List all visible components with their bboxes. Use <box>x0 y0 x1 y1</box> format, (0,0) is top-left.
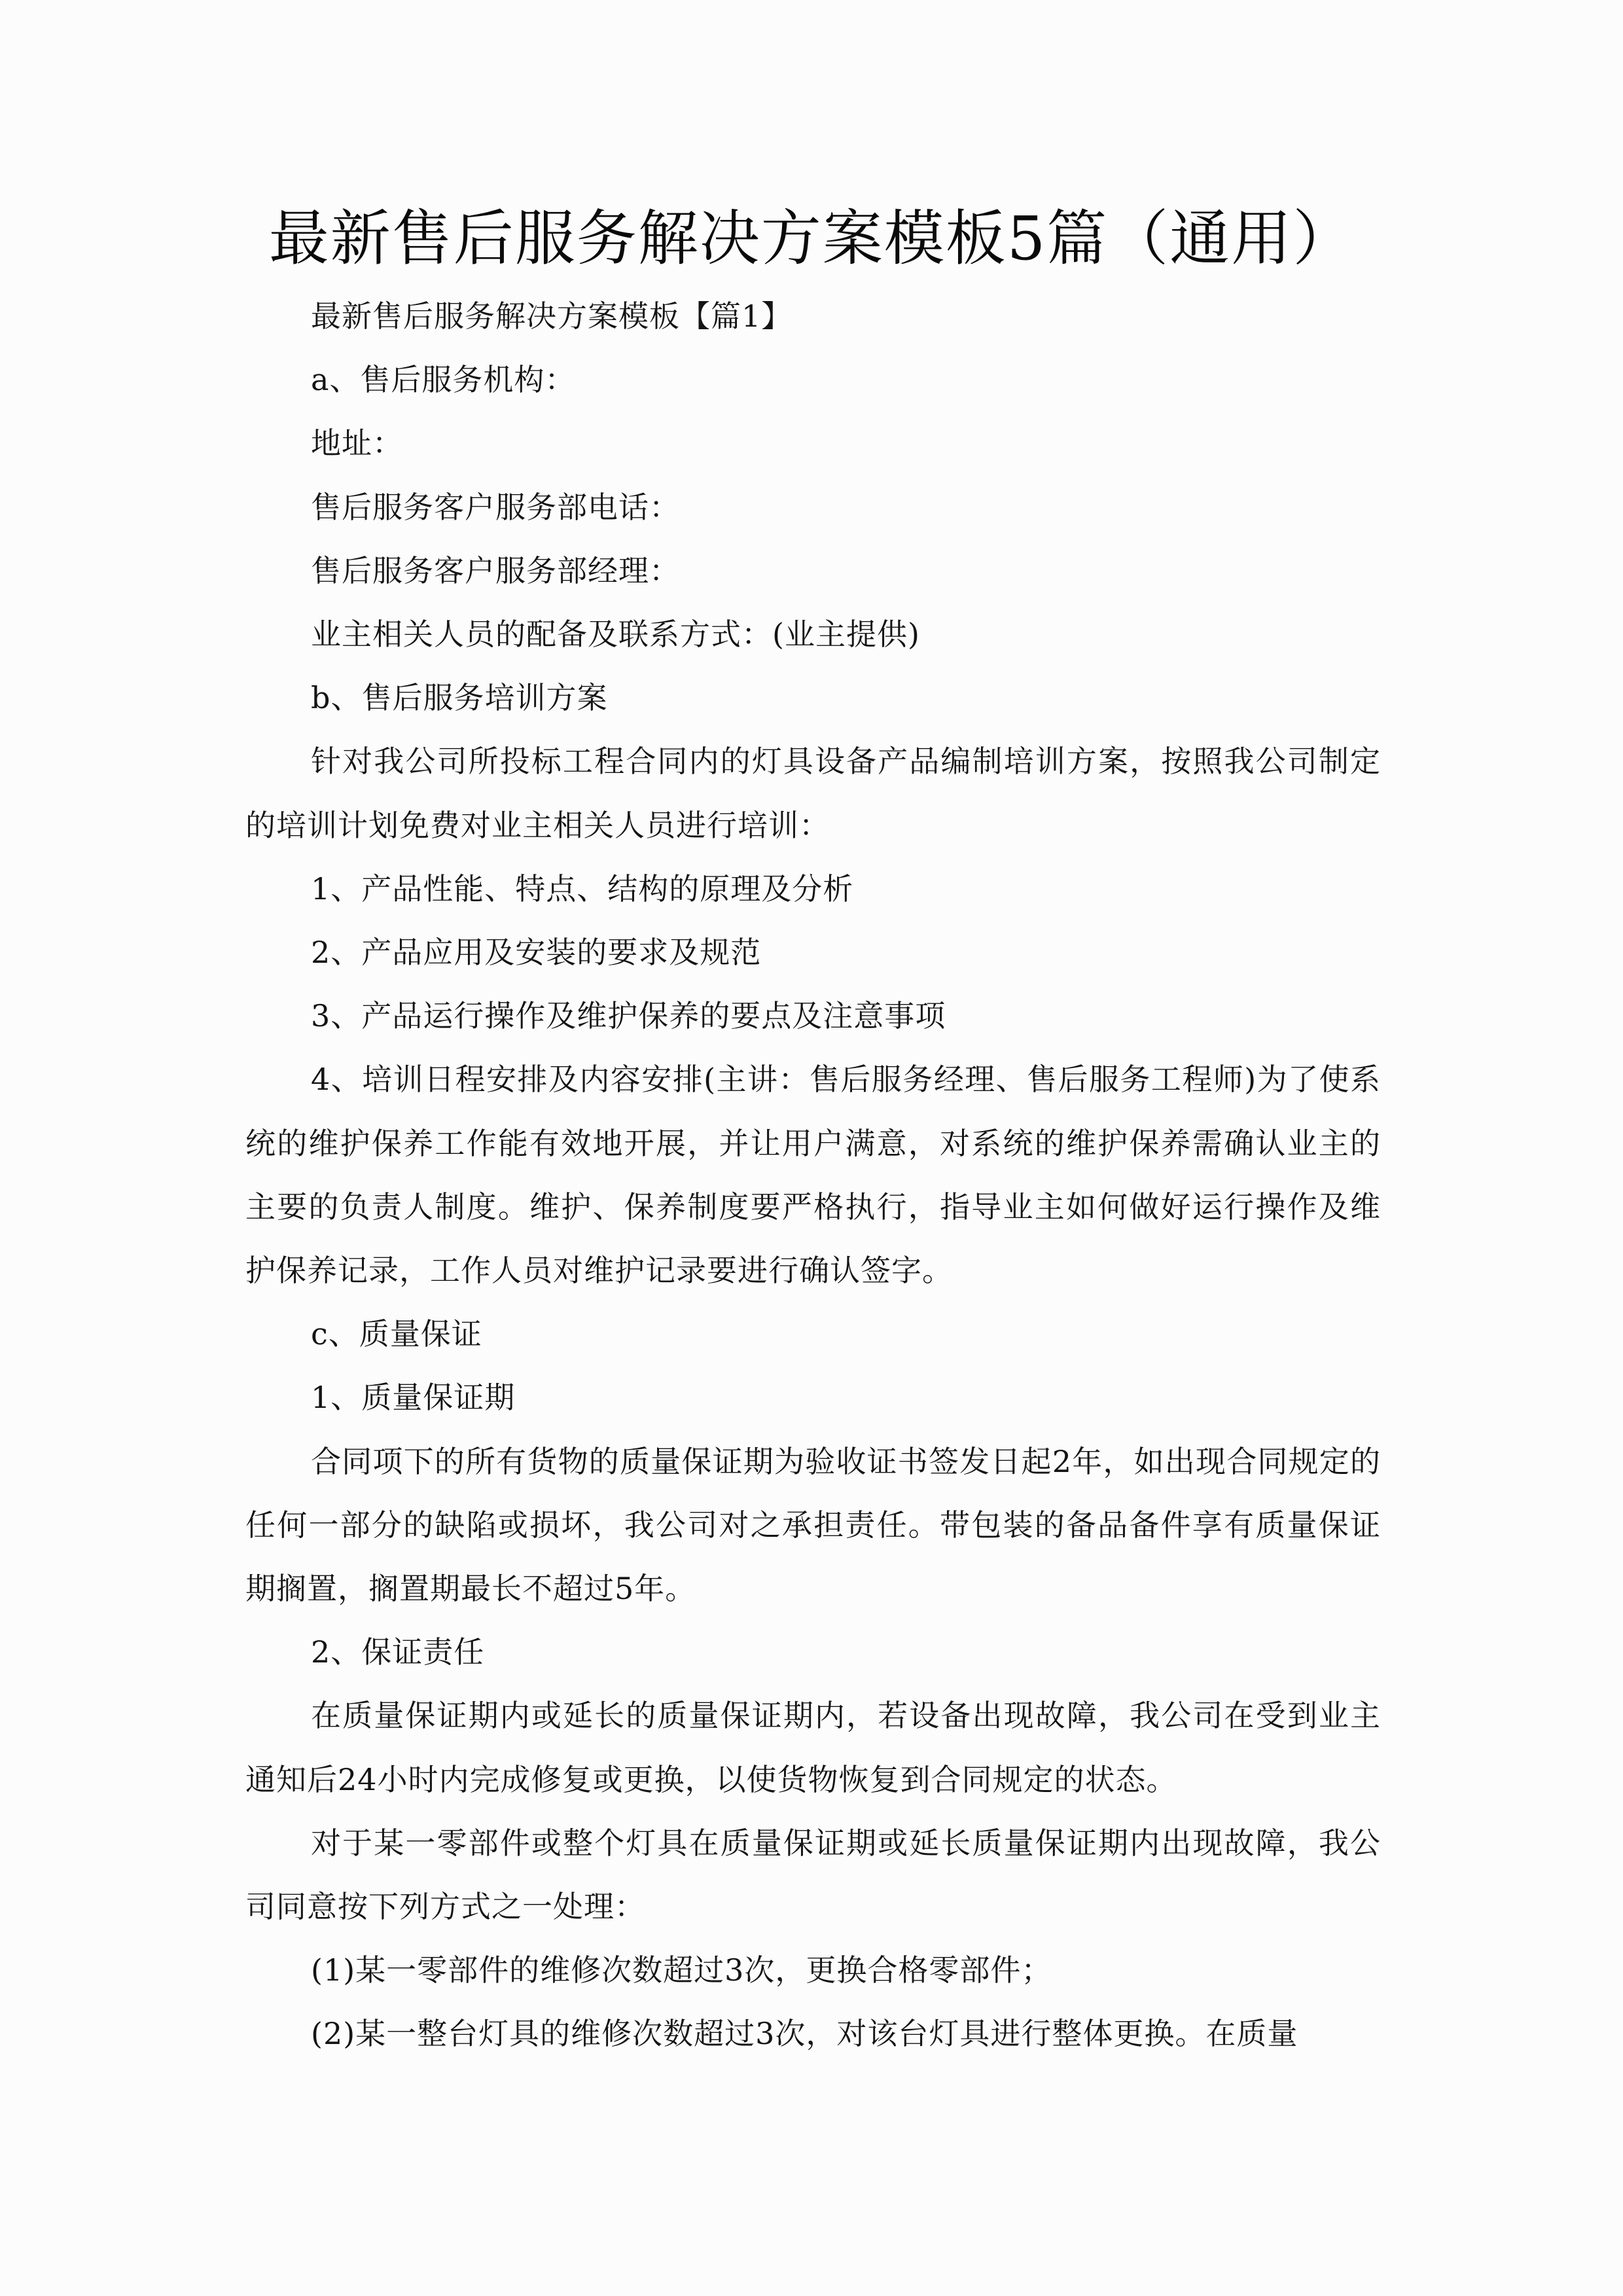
paragraph-warranty-period-body: 合同项下的所有货物的质量保证期为验收证书签发日起2年，如出现合同规定的任何一部分的缺陷或损坏，我公司对之承担责任。带包装的备品备件享有质量保证期搁置，搁置期最长不超过5年。 <box>245 1443 1381 1607</box>
paragraph-warranty-liability-body: 在质量保证期内或延长的质量保证期内，若设备出现故障，我公司在受到业主通知后24小时内完成修复或更换，以使货物恢复到合同规定的状态。 <box>245 1698 1381 1797</box>
paragraph-warranty-period-heading: 1、质量保证期 <box>311 1380 516 1416</box>
paragraph-service-organization: a、售后服务机构： <box>311 362 576 398</box>
list-item-fault-option-1: (1)某一零部件的维修次数超过3次，更换合格零部件； <box>311 1952 1052 1988</box>
paragraph-quality-heading: c、质量保证 <box>311 1316 482 1352</box>
list-item-training-3: 3、产品运行操作及维护保养的要点及注意事项 <box>311 998 946 1034</box>
paragraph-warranty-liability-heading: 2、保证责任 <box>311 1634 485 1670</box>
paragraph-owner-contacts: 业主相关人员的配备及联系方式：(业主提供) <box>311 617 920 653</box>
paragraph-fault-handling: 对于某一零部件或整个灯具在质量保证期或延长质量保证期内出现故障，我公司同意按下列方式之一处理： <box>245 1825 1381 1925</box>
list-item-training-2: 2、产品应用及安装的要求及规范 <box>311 935 762 971</box>
list-item-training-4: 4、培训日程安排及内容安排(主讲：售后服务经理、售后服务工程师)为了使系统的维护保养工作能有效地开展，并让用户满意，对系统的维护保养需确认业主的主要的负责人制度。维护、保养制度要严格执行，指导业主如何做好运行操作及维护保养记录，工作人员对维护记录要进行确认签字。 <box>245 1062 1381 1289</box>
list-item-training-1: 1、产品性能、特点、结构的原理及分析 <box>311 870 854 906</box>
paragraph-training-plan-body: 针对我公司所投标工程合同内的灯具设备产品编制培训方案，按照我公司制定的培训计划免费对业主相关人员进行培训： <box>245 744 1381 843</box>
list-item-fault-option-2: (2)某一整台灯具的维修次数超过3次，对该台灯具进行整体更换。在质量 <box>311 2016 1298 2052</box>
paragraph-service-phone: 售后服务客户服务部电话： <box>311 489 680 525</box>
document-body <box>245 285 1381 2066</box>
document-title: 最新售后服务解决方案模板5篇（通用） <box>268 204 1355 274</box>
paragraph-address: 地址： <box>311 425 403 461</box>
paragraph-service-manager: 售后服务客户服务部经理： <box>311 552 680 588</box>
section-heading-part-1: 最新售后服务解决方案模板【篇1】 <box>311 298 793 334</box>
paragraph-training-plan-heading: b、售后服务培训方案 <box>311 680 608 716</box>
